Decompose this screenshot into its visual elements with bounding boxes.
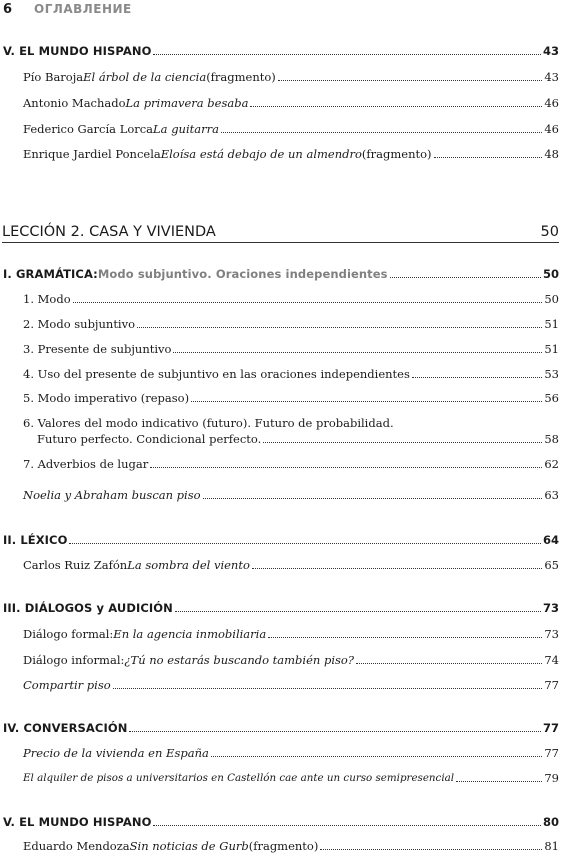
dot-leader [320, 849, 542, 850]
lesson-page: 50 [540, 224, 559, 240]
dot-leader [173, 352, 542, 353]
page-ref: 65 [544, 558, 559, 572]
dot-leader [221, 132, 542, 133]
lesson-heading [2, 218, 559, 243]
dot-leader [390, 277, 541, 278]
entry-text: 1. Modo [23, 292, 71, 306]
page-ref: 77 [544, 678, 559, 692]
page-ref: 80 [542, 815, 559, 829]
page-ref: 73 [544, 627, 559, 641]
entry-author: Eduardo Mendoza [23, 839, 130, 853]
toc-entry [0, 291, 559, 307]
entry-note: (fragmento) [206, 70, 276, 84]
toc-section-lexico [0, 532, 559, 548]
entry-author: Pío Baroja [23, 70, 84, 84]
dot-leader [191, 401, 542, 402]
entry-text: 4. Uso del presente de subjuntivo en las oraciones independientes [23, 367, 410, 381]
toc-section-dialogos [0, 600, 559, 616]
lesson-title: LECCIÓN 2. CASA Y VIVIENDA [2, 224, 216, 240]
dot-leader [150, 467, 542, 468]
page-ref: 62 [544, 457, 559, 471]
dot-leader [129, 731, 541, 732]
toc-entry [0, 121, 559, 137]
page-ref: 73 [542, 601, 559, 615]
dot-leader [252, 568, 542, 569]
page-ref: 64 [542, 533, 559, 547]
toc-entry-multiline [0, 415, 559, 447]
dot-leader [456, 781, 542, 782]
section-title: IV. CONVERSACIÓN [3, 721, 128, 735]
toc-entry [0, 770, 559, 786]
toc-section-mundo-hispano [0, 43, 559, 59]
entry-work: La sombra del viento [127, 558, 250, 572]
entry-note: (fragmento) [248, 839, 319, 853]
toc-entry [0, 652, 559, 668]
entry-note: (fragmento) [361, 147, 432, 161]
page-number: 6 [3, 1, 13, 17]
page-ref: 56 [544, 391, 559, 405]
toc-entry [0, 366, 559, 382]
toc-entry [0, 838, 559, 854]
section-subtitle: Modo subjuntivo. Oraciones independientes [97, 267, 388, 281]
dot-leader [153, 825, 541, 826]
entry-text: 7. Adverbios de lugar [23, 457, 149, 471]
section-title: V. EL MUNDO HISPANO [3, 44, 152, 58]
entry-text-line2: Futuro perfecto. Condicional perfecto. [37, 432, 262, 446]
page-ref: 79 [544, 771, 559, 785]
entry-work: La guitarra [153, 122, 219, 136]
page-ref: 51 [544, 317, 559, 331]
entry-text: 2. Modo subjuntivo [23, 317, 136, 331]
page-ref: 53 [544, 367, 559, 381]
dot-leader [137, 327, 542, 328]
toc-entry [0, 745, 559, 761]
dot-leader [211, 756, 543, 757]
entry-author: Enrique Jardiel Poncela [23, 147, 161, 161]
page-ref: 58 [544, 432, 559, 446]
toc-entry [0, 456, 559, 472]
page-ref: 51 [544, 342, 559, 356]
dot-leader [278, 80, 543, 81]
section-title: V. EL MUNDO HISPANO [3, 815, 152, 829]
page-ref: 43 [542, 44, 559, 58]
page-ref: 48 [544, 147, 559, 161]
page-ref: 77 [544, 746, 559, 760]
entry-author: Federico García Lorca [23, 122, 154, 136]
page-ref: 74 [544, 653, 559, 667]
dot-leader [412, 377, 542, 378]
toc-entry [0, 677, 559, 693]
dot-leader [356, 663, 542, 664]
entry-author: Antonio Machado [23, 96, 126, 110]
section-title: III. DIÁLOGOS y AUDICIÓN [3, 601, 173, 615]
dot-leader [73, 302, 543, 303]
page-header [0, 0, 132, 18]
toc-section-mundo-hispano [0, 814, 559, 830]
toc-entry [0, 626, 559, 642]
entry-work: Noelia y Abraham buscan piso [23, 488, 201, 502]
page-header-title: ОГЛАВЛЕНИЕ [34, 2, 132, 16]
page-ref: 46 [544, 96, 559, 110]
page-ref: 43 [544, 70, 559, 84]
entry-work: El árbol de la ciencia [83, 70, 207, 84]
entry-work: El alquiler de pisos a universitarios en Castellón cae ante un curso semipresencial [23, 772, 455, 784]
dot-leader [263, 442, 542, 443]
dot-leader [250, 106, 542, 107]
toc-entry [0, 146, 559, 162]
page-ref: 50 [544, 292, 559, 306]
entry-lead: Diálogo formal: [23, 627, 114, 641]
entry-work: Compartir piso [23, 678, 111, 692]
dot-leader [175, 611, 541, 612]
entry-text: 3. Presente de subjuntivo [23, 342, 172, 356]
page-ref: 63 [544, 488, 559, 502]
entry-text: 5. Modo imperativo (repaso) [23, 391, 190, 405]
entry-work: Eloísa está debajo de un almendro [160, 147, 362, 161]
toc-entry-reading [0, 487, 559, 503]
entry-work: ¿Tú no estarás buscando también piso? [124, 653, 354, 667]
toc-section-gramatica [0, 266, 559, 282]
toc-entry [0, 557, 559, 573]
entry-work: Sin noticias de Gurb [129, 839, 249, 853]
toc-section-conversacion [0, 720, 559, 736]
dot-leader [268, 637, 542, 638]
entry-work: En la agencia inmobiliaria [113, 627, 267, 641]
entry-line2 [0, 431, 559, 447]
page-ref: 77 [542, 721, 559, 735]
toc-entry [0, 390, 559, 406]
dot-leader [113, 688, 543, 689]
entry-author: Carlos Ruiz Zafón [23, 558, 128, 572]
toc-entry [0, 316, 559, 332]
toc-entry [0, 69, 559, 85]
page-ref: 81 [544, 839, 559, 853]
dot-leader [153, 54, 541, 55]
entry-lead: Diálogo informal: [23, 653, 125, 667]
dot-leader [203, 498, 543, 499]
entry-work: La primavera besaba [125, 96, 249, 110]
dot-leader [69, 543, 541, 544]
toc-entry [0, 341, 559, 357]
page-ref: 50 [542, 267, 559, 281]
entry-work: Precio de la vivienda en España [23, 746, 209, 760]
entry-text-line1: 6. Valores del modo indicativo (futuro). Futuro de probabilidad. [23, 416, 394, 430]
section-title: II. LÉXICO [3, 533, 68, 547]
dot-leader [434, 157, 543, 158]
toc-entry [0, 95, 559, 111]
section-title: I. GRAMÁTICA: [3, 267, 98, 281]
page-ref: 46 [544, 122, 559, 136]
